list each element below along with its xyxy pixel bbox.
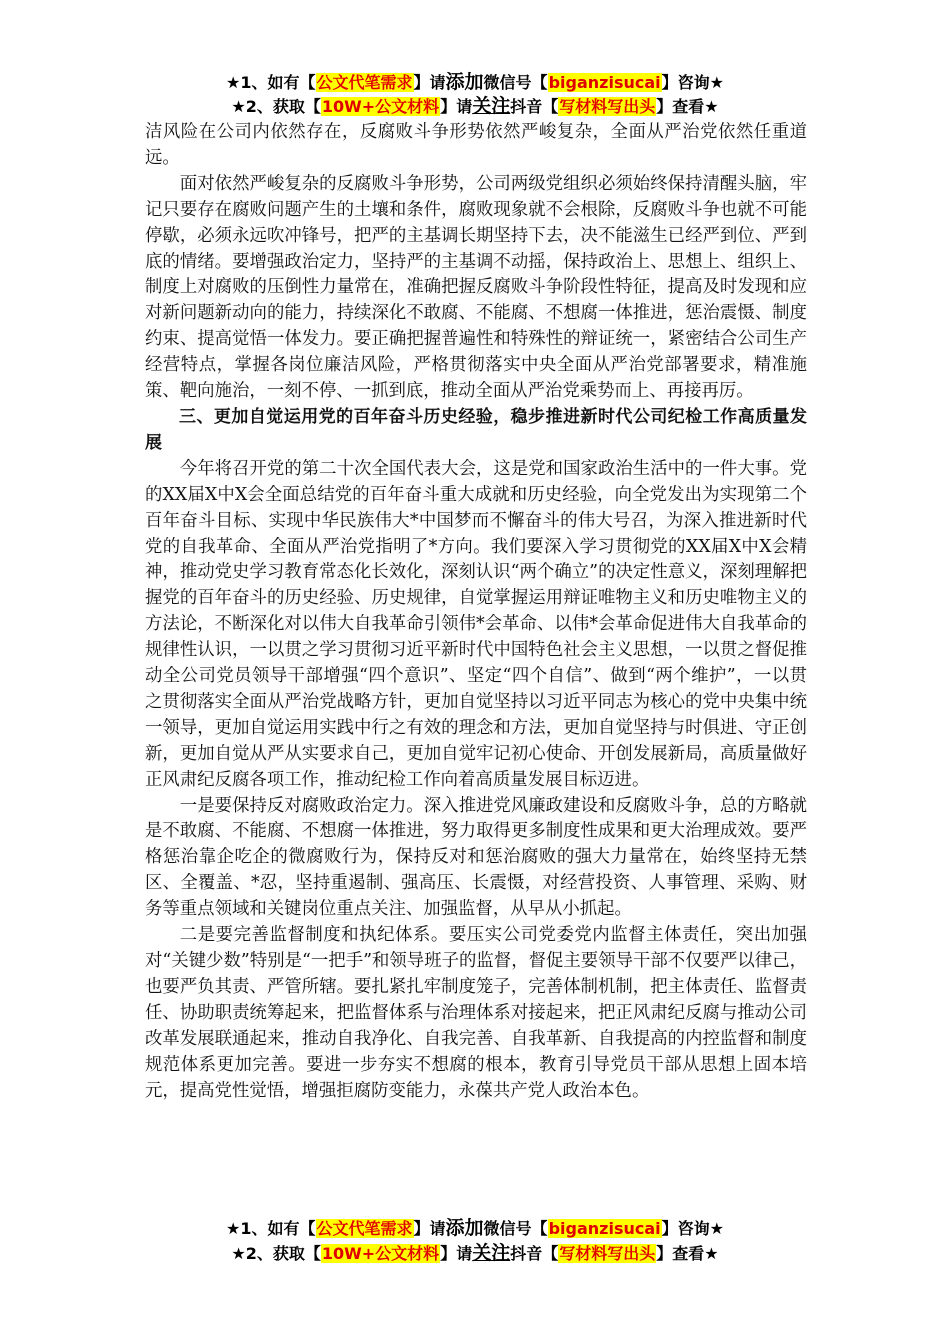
banner-emphasis: 添加 xyxy=(445,71,484,93)
banner-emphasis: 添加 xyxy=(445,1217,484,1239)
paragraph: 二是要完善监督制度和执纪体系。要压实公司党委党内监督主体责任，突出加强对“关键少数”特别是“一把手”和领导班子的监督，督促主要领导干部不仅要严以律己，也要严负其责、严管所辖。要扎紧扎牢制度笼子，完善体制机制，把主体责任、监督责任、协助职责统筹起来，把监督体系与治理体系对接起来，把正风肃纪反腐与推动公司改革发展联通起来，推动自我净化、自我完善、自我革新、自我提高的内控监督和制度规范体系更加完善。要进一步夯实不想腐的根本，教育引导党员干部从思想上固本培元，提高党性觉悟，增强拒腐防变能力，永葆共产党人政治本色。 xyxy=(145,925,807,1101)
banner-text: 】请 xyxy=(413,1219,446,1238)
banner-text: ★1、如有【 xyxy=(226,73,316,92)
banner-text: 微信号【 xyxy=(483,73,548,92)
section-heading: 三、更加自觉运用党的百年奋斗历史经验，稳步推进新时代公司纪检工作高质量发展 xyxy=(145,406,807,453)
bottom-banner-line-2 xyxy=(0,1241,950,1266)
banner-text: 】咨询★ xyxy=(661,73,724,92)
banner-emphasis: 关注 xyxy=(472,1242,511,1264)
paragraph: 面对依然严峻复杂的反腐败斗争形势，公司两级党组织必须始终保持清醒头脑，牢记只要存在腐败问题产生的土壤和条件，腐败现象就不会根除，反腐败斗争也就不可能停歇，必须永远吹冲锋号，把严的主基调长期坚持下去，决不能滋生已经严到位、严到底的情绪。要增强政治定力，坚持严的主基调不动摇，保持政治上、思想上、组织上、制度上对腐败的压倒性力量常在，准确把握反腐败斗争阶段性特征，提高及时发现和应对新问题新动向的能力，持续深化不敢腐、不能腐、不想腐一体推进，惩治震慑、制度约束、提高觉悟一体发力。要正确把握普遍性和特殊性的辩证统一，紧密结合公司生产经营特点，掌握各岗位廉洁风险，严格贯彻落实中央全面从严治党部署要求，精准施策、靶向施治，一刻不停、一抓到底，推动全面从严治党乘势而上、再接再厉。 xyxy=(145,173,807,402)
banner-text: 】查看★ xyxy=(656,1244,719,1263)
bottom-banner-line-1 xyxy=(0,1216,950,1241)
banner-highlight: 公文代笔需求 xyxy=(316,1219,413,1238)
paragraph-continuation: 洁风险在公司内依然存在，反腐败斗争形势依然严峻复杂，全面从严治党依然任重道远。 xyxy=(145,122,807,168)
banner-text: 】咨询★ xyxy=(661,1219,724,1238)
banner-text: 抖音【 xyxy=(510,1244,559,1263)
banner-wechat-id: biganzisucai xyxy=(548,73,661,92)
banner-text: ★2、获取【 xyxy=(231,1244,321,1263)
top-banner-line-2 xyxy=(0,94,950,119)
banner-text: 微信号【 xyxy=(483,1219,548,1238)
paragraph: 今年将召开党的第二十次全国代表大会，这是党和国家政治生活中的一件大事。党的XX届X中X会全面总结党的百年奋斗重大成就和历史经验，向全党发出为实现第二个百年奋斗目标、实现中华民族伟大*中国梦而不懈奋斗的伟大号召，为深入推进新时代党的自我革命、全面从严治党指明了*方向。我们要深入学习贯彻党的XX届X中X会精神，推动党史学习教育常态化长效化，深刻认识“两个确立”的决定性意义，深刻理解把握党的百年奋斗的历史经验、历史规律，自觉掌握运用辩证唯物主义和历史唯物主义的方法论，不断深化对以伟大自我革命引领伟*会革命、以伟*会革命促进伟大自我革命的规律性认识，一以贯之学习贯彻习近平新时代中国特色社会主义思想，一以贯之督促推动全公司党员领导干部增强“四个意识”、坚定“四个自信”、做到“两个维护”，一以贯之贯彻落实全面从严治党战略方针，更加自觉坚持以习近平同志为核心的党中央集中统一领导，更加自觉运用实践中行之有效的理念和方法，更加自觉坚持与时俱进、守正创新，更加自觉从严从实要求自己，更加自觉牢记初心使命、开创发展新局，高质量做好正风肃纪反腐各项工作，推动纪检工作向着高质量发展目标迈进。 xyxy=(145,458,807,790)
banner-douyin-id: 写材料写出头 xyxy=(559,97,656,116)
banner-text: ★1、如有【 xyxy=(226,1219,316,1238)
document-body xyxy=(145,120,807,1104)
banner-wechat-id: biganzisucai xyxy=(548,1219,661,1238)
banner-emphasis: 关注 xyxy=(472,95,511,117)
banner-text: 抖音【 xyxy=(510,97,559,116)
banner-highlight: 10W+公文材料 xyxy=(321,1244,440,1263)
banner-text: 】请 xyxy=(440,97,473,116)
paragraph: 一是要保持反对腐败政治定力。深入推进党风廉政建设和反腐败斗争，总的方略就是不敢腐、不能腐、不想腐一体推进，努力取得更多制度性成果和更大治理成效。要严格惩治靠企吃企的微腐败行为，保持反对和惩治腐败的强大力量常在，始终坚持无禁区、全覆盖、*忍，坚持重遏制、强高压、长震慑，对经营投资、人事管理、采购、财务等重点领域和关键岗位重点关注、加强监督，从早从小抓起。 xyxy=(145,795,807,920)
banner-highlight: 公文代笔需求 xyxy=(316,73,413,92)
banner-text: 】请 xyxy=(413,73,446,92)
banner-text: 】查看★ xyxy=(656,97,719,116)
banner-text: 】请 xyxy=(440,1244,473,1263)
top-banner-line-1 xyxy=(0,70,950,95)
banner-text: ★2、获取【 xyxy=(231,97,321,116)
banner-highlight: 10W+公文材料 xyxy=(321,97,440,116)
banner-douyin-id: 写材料写出头 xyxy=(559,1244,656,1263)
